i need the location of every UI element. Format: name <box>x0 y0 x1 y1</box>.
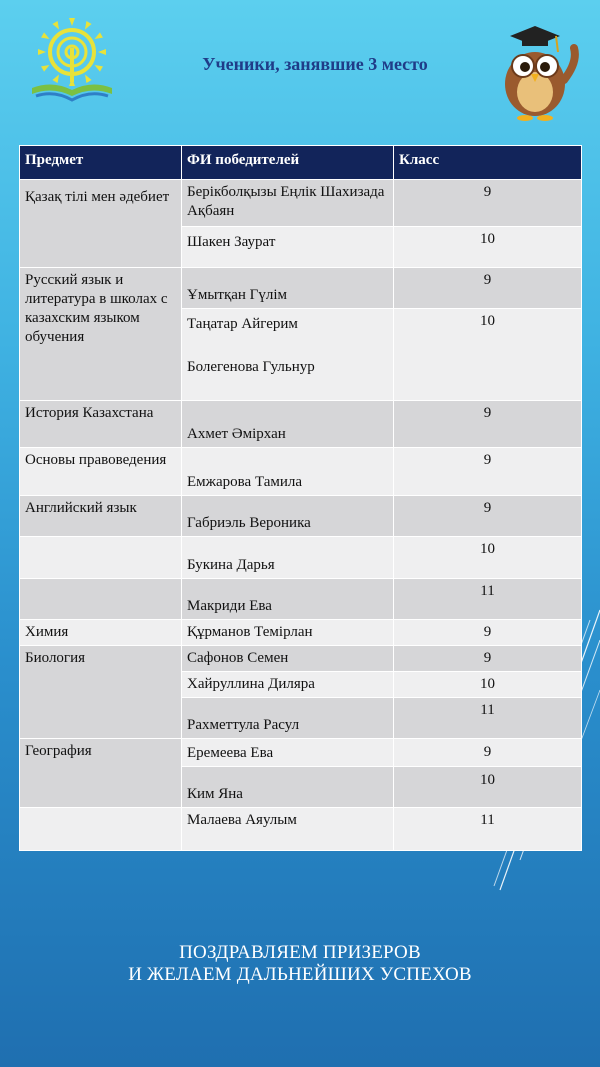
table-row <box>20 448 582 496</box>
grade-cell: 10 <box>394 309 582 401</box>
table-row <box>20 646 582 672</box>
grade-cell: 9 <box>394 739 582 767</box>
name-cell: Емжарова Тамила <box>182 448 394 496</box>
name-cell: Ахмет Әмірхан <box>182 401 394 448</box>
table-row <box>20 620 582 646</box>
subject-cell: Химия <box>20 620 182 646</box>
subject-cell: История Казахстана <box>20 401 182 448</box>
grade-cell: 11 <box>394 808 582 851</box>
grade-cell: 10 <box>394 672 582 698</box>
subject-cell <box>20 808 182 851</box>
grade-cell: 9 <box>394 180 582 227</box>
table-row <box>20 496 582 537</box>
table-row <box>20 808 582 851</box>
grade-cell: 11 <box>394 698 582 739</box>
name-cell: Шакен Заурат <box>182 227 394 268</box>
name-cell: Еремеева Ева <box>182 739 394 767</box>
grade-cell: 10 <box>394 227 582 268</box>
table-row <box>20 739 582 767</box>
grade-cell: 9 <box>394 448 582 496</box>
table-row <box>20 537 582 579</box>
grade-cell: 9 <box>394 620 582 646</box>
column-header-subject: Предмет <box>20 146 182 180</box>
name-cell: Габриэль Вероника <box>182 496 394 537</box>
grade-cell: 11 <box>394 579 582 620</box>
subject-cell: Русский язык и литература в школах с казахским языком обучения <box>20 268 182 401</box>
grade-cell: 9 <box>394 496 582 537</box>
table-header-row <box>20 146 582 180</box>
table-row <box>20 268 582 309</box>
subject-cell: Қазақ тілі мен әдебиет <box>20 180 182 268</box>
school-logo-icon <box>26 14 118 104</box>
name-line: Таңатар Айгерим <box>187 316 298 332</box>
subject-cell: Основы правоведения <box>20 448 182 496</box>
subject-cell <box>20 537 182 579</box>
grade-cell: 9 <box>394 401 582 448</box>
grade-cell: 9 <box>394 268 582 309</box>
name-cell: Малаева Аяулым <box>182 808 394 851</box>
results-table <box>19 145 582 851</box>
column-header-names: ФИ победителей <box>182 146 394 180</box>
subject-cell: Английский язык <box>20 496 182 537</box>
column-header-grade: Класс <box>394 146 582 180</box>
name-cell: Хайруллина Диляра <box>182 672 394 698</box>
page-title: Ученики, занявшие 3 место <box>202 54 428 74</box>
table-row <box>20 180 582 227</box>
subject-cell: Биология <box>20 646 182 739</box>
name-line: Болегенова Гульнур <box>187 359 315 375</box>
name-cell: Макриди Ева <box>182 579 394 620</box>
footer-line-2: И ЖЕЛАЕМ ДАЛЬНЕЙШИХ УСПЕХОВ <box>128 964 472 985</box>
footer-line-1: ПОЗДРАВЛЯЕМ ПРИЗЕРОВ <box>179 942 421 963</box>
grade-cell: 10 <box>394 767 582 808</box>
name-cell: Құрманов Темірлан <box>182 620 394 646</box>
name-cell: Ким Яна <box>182 767 394 808</box>
grade-cell: 9 <box>394 646 582 672</box>
owl-mascot-icon <box>490 22 580 122</box>
name-cell: Ұмытқан Гүлім <box>182 268 394 309</box>
table-row <box>20 401 582 448</box>
grade-cell: 10 <box>394 537 582 579</box>
table-row <box>20 579 582 620</box>
name-cell: Берікболқызы Еңлік Шахизада Ақбаян <box>182 180 394 227</box>
name-cell: Сафонов Семен <box>182 646 394 672</box>
name-cell: Букина Дарья <box>182 537 394 579</box>
congratulations-footer <box>0 942 600 986</box>
subject-cell <box>20 579 182 620</box>
subject-cell: География <box>20 739 182 808</box>
name-cell: Рахметтула Расул <box>182 698 394 739</box>
name-cell <box>182 309 394 401</box>
